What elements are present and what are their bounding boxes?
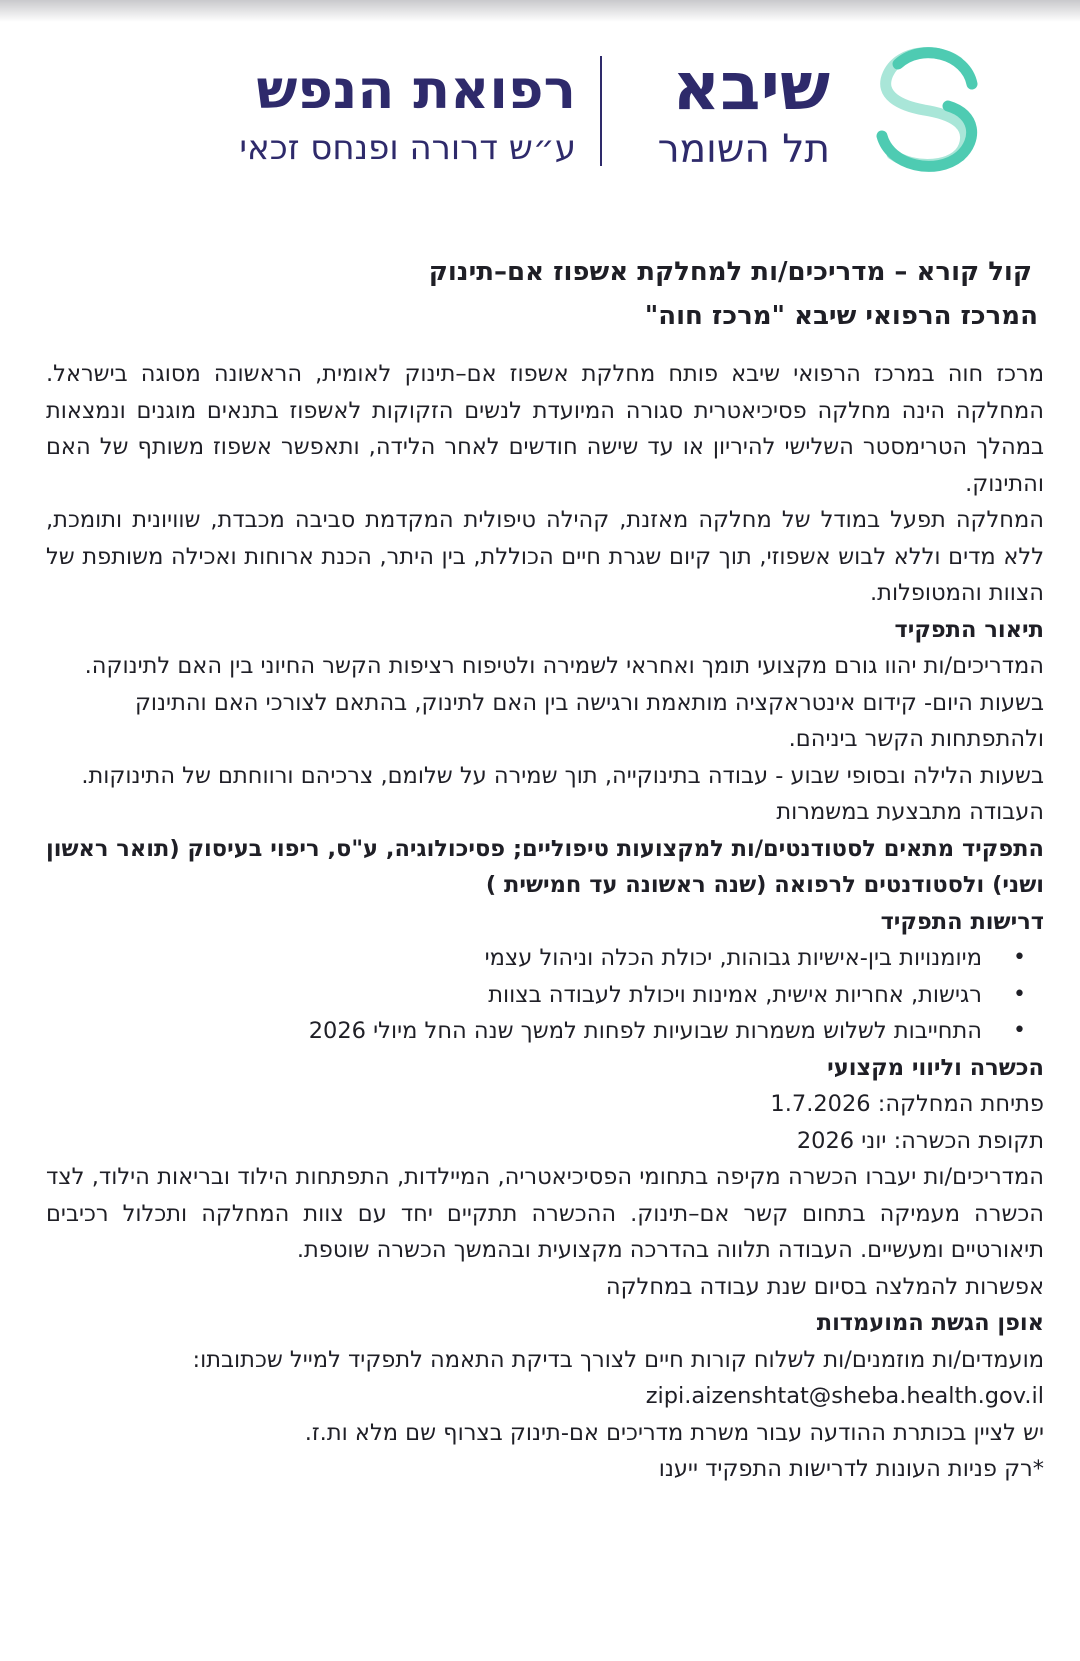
document-body [46, 250, 1044, 1488]
requirements-list [46, 940, 1044, 1050]
requirement-item: • רגישות, אחריות אישית, אמינות ויכולת לעבודה בצוות [46, 977, 982, 1014]
requirements-heading: דרישות התפקיד [880, 908, 1044, 935]
role-suitability: התפקיד מתאים לסטודנטים/ות למקצועות טיפוליים; פסיכולוגיה, ע"ס, ריפוי בעיסוק (תואר ראשון ושני) ולסטודנטים לרפואה (שנה ראשונה עד חמישית ) [46, 835, 1044, 898]
role-description-p3: בשעות הלילה ובסופי שבוע - עבודה בתינוקייה, תוך שמירה על שלומם, צרכיהם ורווחתם של התינוקות. [81, 762, 1044, 789]
top-shadow [0, 0, 1080, 22]
hospital-location: תל השומר [657, 127, 830, 172]
footnote: *רק פניות העונות לדרישות התפקיד ייענו [658, 1456, 1044, 1482]
contact-email-line [46, 1378, 1044, 1415]
opening-date-line [46, 1086, 1044, 1123]
role-description-p4: העבודה מתבצעת במשמרות [776, 799, 1044, 825]
training-heading: הכשרה וליווי מקצועי [827, 1054, 1044, 1081]
intro-paragraph-1: מרכז חוה במרכז הרפואי שיבא פותח מחלקת אשפוז אם–תינוק לאומית, הראשונה מסוגה בישראל. המחלקה הינה מחלקה פסיכיאטרית סגורה המיועדת לנשים הזקוקות לאשפוז בתנאים מוגנים ונמצאות במהלך הטרימסטר השלישי להיריון או עד שישה חודשים לאחר הלידה, ותאפשר אשפוז משותף של האם והתינוק. [46, 361, 1044, 497]
role-description-heading: תיאור התפקיד [894, 616, 1044, 643]
department-dedication: ע״ש דרורה ופנחס זכאי [239, 128, 576, 168]
spacer [46, 338, 1044, 356]
training-period-label: תקופת הכשרה: [893, 1127, 1044, 1154]
hospital-name: שיבא [672, 48, 830, 125]
opening-date-label: פתיחת המחלקה: [877, 1091, 1044, 1117]
training-period-value: יוני 2026 [796, 1127, 887, 1154]
department-name: רפואת הנפש [256, 58, 576, 121]
document-subtitle: המרכז הרפואי שיבא "מרכז חוה" [644, 301, 1038, 331]
role-description-p1: המדריכים/ות יהוו גורם מקצועי תומך ואחראי לשמירה ולטיפוח רציפות הקשר החיוני בין האם לתינוקה. [84, 653, 1044, 679]
requirement-item: • מיומנויות בין-אישיות גבוהות, יכולת הכלה וניהול עצמי [46, 940, 982, 977]
requirement-item: • התחייבות לשלוש משמרות שבועיות לפחות למשך שנה החל מיולי 2026 [46, 1013, 982, 1050]
contact-email-link[interactable]: zipi.aizenshtat@sheba.health.gov.il [645, 1383, 1044, 1409]
training-period-line [46, 1123, 1044, 1160]
role-description-p2: בשעות היום- קידום אינטראקציה מותאמת ורגישה בין האם לתינוק, בהתאם לצורכי האם והתינוק ולהתפתחות הקשר ביניהם. [134, 689, 1044, 752]
intro-paragraph-2: המחלקה תפעל במודל של מחלקה מאזנת, קהילה טיפולית המקדמת סביבה מכבדת, שוויונית ותומכת, ללא מדים וללא לבוש אשפוזי, תוך קיום שגרת חיים הכוללת, בין היתר, הכנת ארוחות ואכילה משותפת של הצוות והמטופלות. [46, 507, 1044, 606]
recommendation-note: אפשרות להמלצה בסיום שנת עבודה במחלקה [605, 1273, 1044, 1300]
header-logos [0, 38, 1080, 178]
subject-line-instructions: יש לציין בכותרת ההודעה עבור משרת מדריכים אם-תינוק בצרוף שם מלא ות.ז. [304, 1419, 1044, 1446]
application-heading: אופן הגשת המועמדות [816, 1310, 1044, 1336]
training-paragraph: המדריכים/ות יעברו הכשרה מקיפה בתחומי הפסיכיאטריה, המיילדות, התפתחות הילוד ובריאות הילוד, לצד הכשרה מעמיקה בתחום קשר אם–תינוק. ההכשרה תתקיים יחד עם צוות המחלקה ותכלול רכיבים תיאורטיים ומעשיים. העבודה תלווה בהדרכה מקצועית ובהמשך הכשרה שוטפת. [46, 1164, 1044, 1263]
logo-divider [600, 56, 602, 166]
opening-date-value: 1.7.2026 [770, 1091, 871, 1117]
application-instructions: מועמדים/ות מוזמנים/ות לשלוח קורות חיים לצורך בדיקת התאמה לתפקיד למייל שכתובתו: [192, 1346, 1044, 1373]
document-title: קול קורא – מדריכים/ות למחלקת אשפוז אם–תינוק [428, 257, 1032, 287]
sheba-s-logo-icon [862, 44, 992, 174]
